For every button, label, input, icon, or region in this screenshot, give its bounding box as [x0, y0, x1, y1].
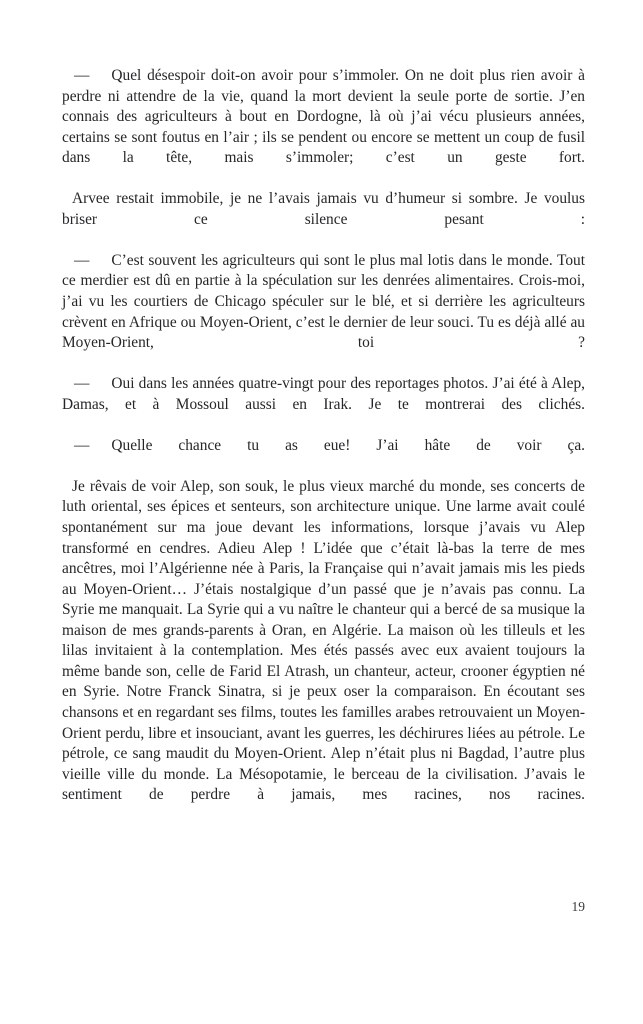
- em-dash-marker: —: [74, 375, 90, 393]
- paragraph-dialogue-2: [62, 251, 585, 374]
- em-dash-marker: —: [74, 436, 90, 454]
- page-body-text: [62, 66, 585, 826]
- paragraph-text: Arvee restait immobile, je ne l’avais jamais vu d’humeur si sombre. Je voulus briser ce silence pesant :: [62, 190, 585, 228]
- paragraph-text: Quel désespoir doit-on avoir pour s’immoler. On ne doit plus rien avoir à perdre ni attendre de la vie, quand la mort devient la seule porte de sortie. J’en connais des agriculteurs à bout en Dordogne, là où j’ai vécu plusieurs années, certains se sont foutus en l’air ; ils se pendent ou encore se mettent un coup de fusil dans la tête, mais s’immoler; c’est un geste fort.: [62, 67, 585, 167]
- paragraph-narrative-1: [62, 189, 585, 251]
- paragraph-text: Je rêvais de voir Alep, son souk, le plus vieux marché du monde, ses concerts de luth oriental, ses épices et senteurs, son architecture unique. Une larme avait coulé spontanément sur ma joue devant les informations, lorsque j’avais vu Alep transformé en cendres. Adieu Alep ! L’idée que c’était là-bas la terre de mes ancêtres, moi l’Algérienne née à Paris, la Française qui n’avait jamais mis les pieds au Moyen-Orient… J’étais nostalgique d’un passé que je n’avais pas connu. La Syrie me manquait. La Syrie qui a vu naître le chanteur qui a bercé de sa musique la maison de mes grands-parents à Oran, en Algérie. La maison où les tilleuls et les lilas invitaient à la contemplation. Mes étés passés avec eux avaient toujours la même bande son, celle de Farid El Atrash, un chanteur, acteur, crooner égyptien né en Syrie. Notre Franck Sinatra, si je peux oser la comparaison. En écoutant ses chansons et en regardant ses films, toutes les familles arabes retrouvaient un Moyen-Orient perdu, libre et insouciant, avant les guerres, les déchirures liées au pétrole. Le pétrole, ce sang maudit du Moyen-Orient. Alep n’était plus ni Bagdad, l’autre plus vieille ville du monde. La Mésopotamie, le berceau de la civilisation. J’avais le sentiment de perdre à jamais, mes racines, nos racines.: [62, 477, 585, 804]
- page-number: 19: [571, 899, 585, 914]
- paragraph-text: Oui dans les années quatre-vingt pour des reportages photos. J’ai été à Alep, Damas, et à Mossoul aussi en Irak. Je te montrerai des clichés.: [62, 375, 585, 413]
- em-dash-marker: —: [74, 251, 90, 269]
- paragraph-narrative-2: [62, 477, 585, 826]
- paragraph-text: Quelle chance tu as eue! J’ai hâte de voir ça.: [111, 436, 585, 454]
- paragraph-dialogue-1: [62, 66, 585, 189]
- paragraph-text: C’est souvent les agriculteurs qui sont le plus mal lotis dans le monde. Tout ce merdier est dû en partie à la spéculation sur les denrées alimentaires. Crois-moi, j’ai vu les courtiers de Chicago spéculer sur le blé, et si derrière les agriculteurs crèvent en Afrique ou Moyen-Orient, c’est le dernier de leur souci. Tu es déjà allé au Moyen-Orient, toi ?: [62, 251, 585, 352]
- em-dash-marker: —: [74, 67, 90, 84]
- paragraph-dialogue-4: [62, 436, 585, 477]
- paragraph-dialogue-3: [62, 374, 585, 436]
